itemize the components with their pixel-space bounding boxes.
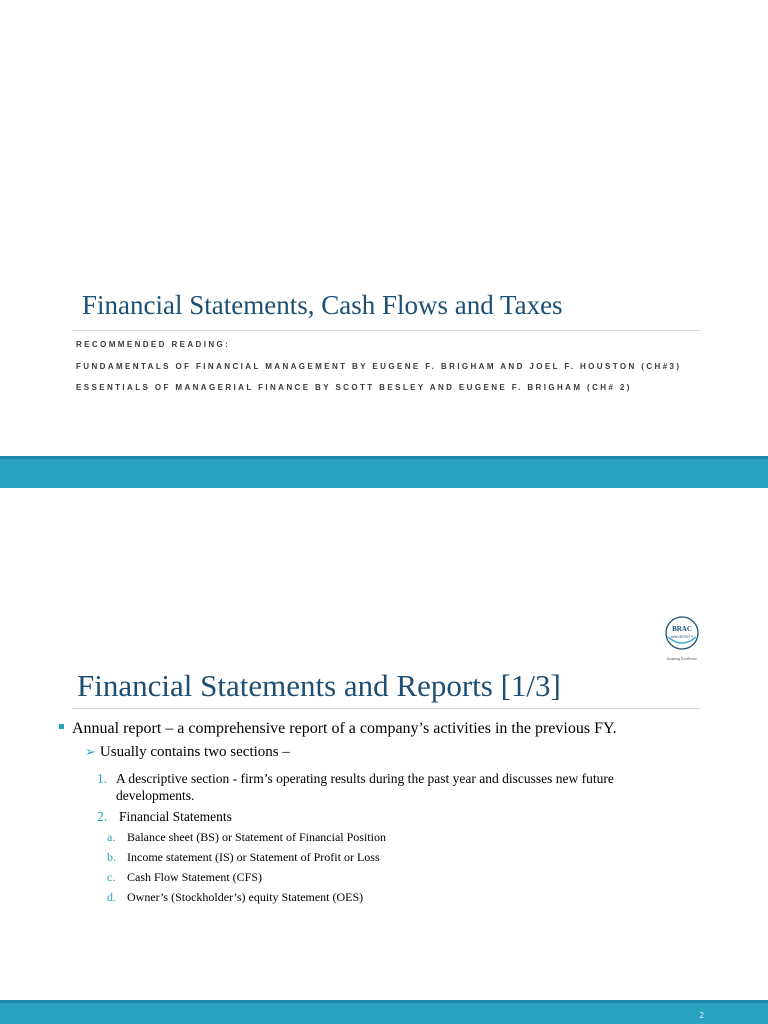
content-slide — [0, 488, 768, 1000]
list-item: 1. A descriptive section - firm’s operating results during the past year and discusses new future — [97, 771, 614, 786]
list-item: 2. Financial Statements — [97, 809, 232, 824]
title-divider — [72, 330, 700, 331]
arrow-bullet-icon: ➢ — [85, 745, 96, 760]
slide-title: Financial Statements and Reports [1/3] — [77, 668, 561, 703]
title-divider — [72, 708, 700, 709]
list-item-continuation: developments. — [116, 788, 195, 803]
slide-title: Financial Statements, Cash Flows and Taxes — [82, 290, 563, 320]
sub-list-item: a. Balance sheet (BS) or Statement of Financial Position — [107, 830, 386, 844]
logo-sub: UNIVERSITY — [670, 635, 694, 639]
logo-tagline: Inspiring Excellence — [667, 657, 697, 661]
sub-bullet-sections: ➢ Usually contains two sections – — [85, 744, 290, 760]
title-slide — [0, 0, 768, 460]
brac-university-logo — [660, 615, 704, 663]
reading-reference-1: FUNDAMENTALS OF FINANCIAL MANAGEMENT BY EUGENE F. BRIGHAM AND JOEL F. HOUSTON (CH#3) — [76, 362, 682, 371]
page-number: 2 — [699, 1011, 704, 1020]
slide-divider-band — [0, 459, 768, 488]
footer-band — [0, 1003, 768, 1024]
bullet-annual-report: Annual report – a comprehensive report of a company’s activities in the previous FY. — [59, 720, 616, 738]
sub-list-item: b. Income statement (IS) or Statement of Profit or Loss — [107, 850, 380, 864]
recommended-reading-label: RECOMMENDED READING: — [76, 340, 231, 349]
reading-reference-2: ESSENTIALS OF MANAGERIAL FINANCE BY SCOTT BESLEY AND EUGENE F. BRIGHAM (CH# 2) — [76, 383, 632, 392]
logo-name: BRAC — [672, 625, 692, 633]
square-bullet-icon — [59, 724, 64, 729]
sub-list-item: d. Owner’s (Stockholder’s) equity Statement (OES) — [107, 890, 364, 904]
sub-list-item: c. Cash Flow Statement (CFS) — [107, 870, 263, 884]
